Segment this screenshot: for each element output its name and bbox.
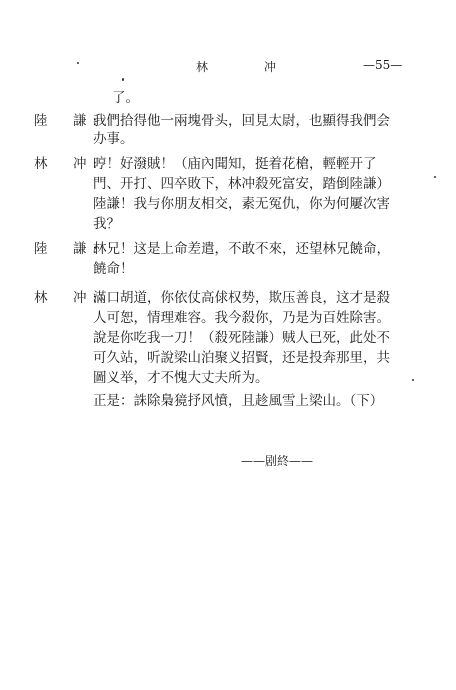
dialogue-line: 办事。 bbox=[93, 131, 134, 147]
speaker-label: 林 冲: bbox=[34, 156, 104, 172]
speaker-label: 陸 謙: bbox=[34, 241, 104, 257]
dialogue-line: 說是你吃我一刀！（殺死陸謙）贼人已死，此处不 bbox=[93, 330, 390, 346]
speaker-label: 林 冲: bbox=[34, 290, 104, 306]
end-mark: ——剧終—— bbox=[241, 454, 314, 468]
scan-speck bbox=[412, 379, 414, 381]
dialogue-line: 了。 bbox=[112, 90, 139, 106]
dialogue-line: 可久站，听說梁山泊聚义招賢，还是投奔那里，共 bbox=[93, 350, 390, 366]
page-number: —55— bbox=[363, 58, 403, 72]
dialogue-line: 滿口胡道，你依仗高俅权势，欺压善良，这才是殺 bbox=[93, 290, 390, 306]
running-title: 林 冲 bbox=[196, 60, 299, 74]
dialogue-line: 正是：誅除梟獍抒风憤，且趁風雪上梁山。（下） bbox=[93, 393, 384, 409]
dialogue-line: 人可恕，情理难容。我今殺你，乃是为百姓除害。 bbox=[93, 310, 390, 326]
scan-speck bbox=[77, 62, 79, 64]
scan-speck bbox=[122, 78, 124, 81]
dialogue-line: 林兄！这是上命差遣，不敢不來，还望林兄饒命， bbox=[93, 241, 390, 257]
dialogue-line: 圖义举，才不愧大丈夫所为。 bbox=[93, 370, 269, 386]
dialogue-line: 哼！好潑賊！（庙內聞知，挺着花槍，輕輕开了 bbox=[93, 156, 377, 172]
scan-speck bbox=[434, 176, 436, 178]
dialogue-line: 饒命！ bbox=[93, 261, 134, 277]
dialogue-line: 門、开打、四卒敗下，林冲殺死富安，踏倒陸謙） bbox=[93, 176, 390, 192]
dialogue-line: 陸謙！我与你朋友相交，素无冤仇，你为何屢次害 bbox=[93, 196, 390, 212]
dialogue-line: 我們拾得他一兩塊骨头，回見太尉，也顯得我們会 bbox=[93, 113, 390, 129]
dialogue-line: 我？ bbox=[93, 216, 120, 232]
speaker-label: 陸 謙: bbox=[34, 113, 104, 129]
